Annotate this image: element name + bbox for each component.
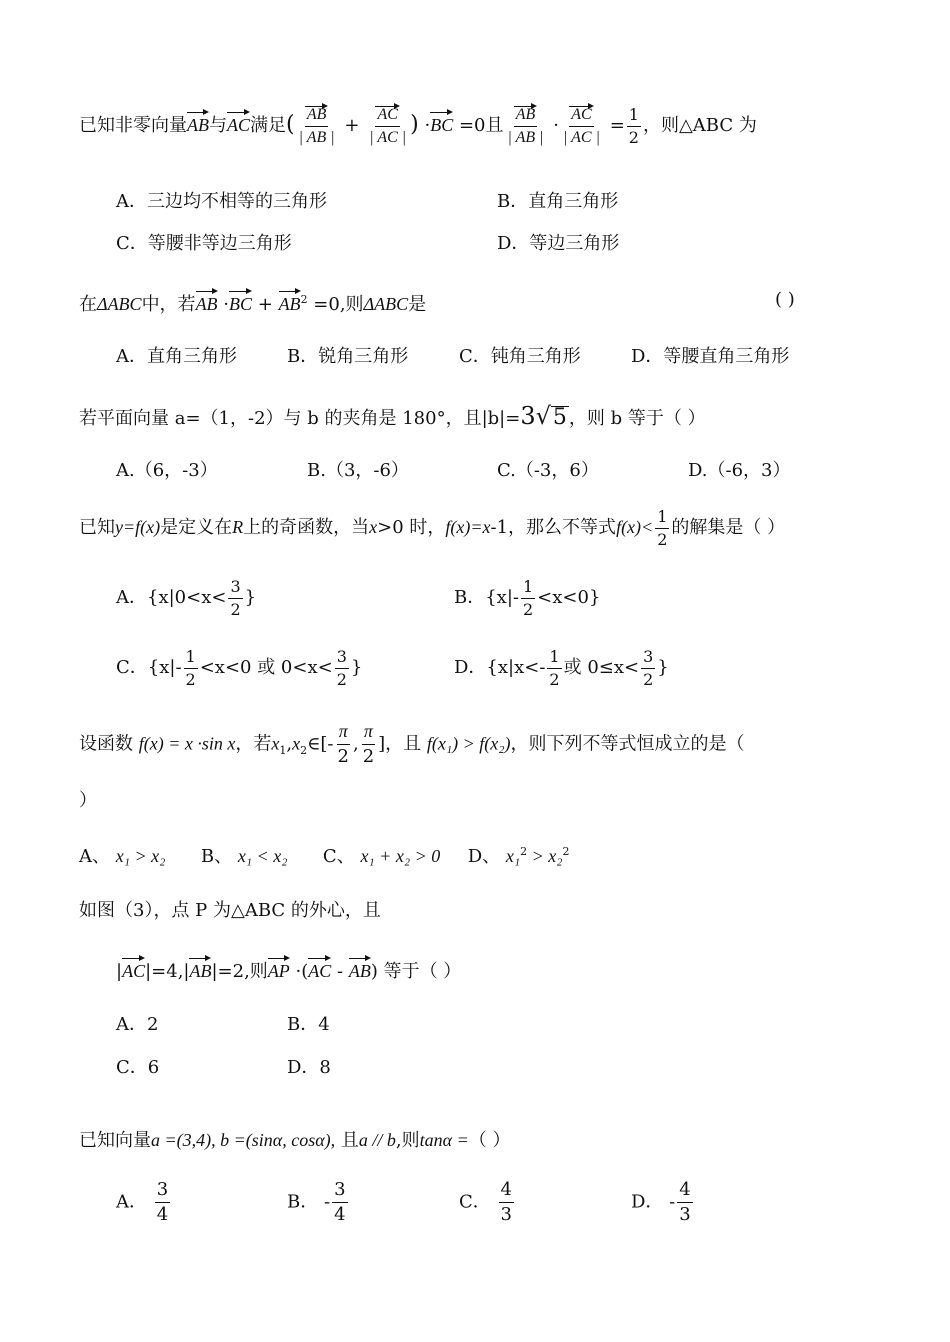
q5-option-d[interactable]: [468, 846, 570, 867]
q5-x1: x: [271, 733, 280, 754]
fraction: [184, 648, 198, 688]
fraction: [641, 648, 655, 688]
vector-ab: AB: [189, 958, 211, 980]
q4-t9: -1，那么不等式: [490, 517, 617, 539]
opt-text: }: [657, 657, 669, 679]
question-1-stem: 已知非零向量AB与AC满足( $\frac{AB}{| AB |}$ + $\frac{AC}{| AC |}$ ) ·BC =0且 $\frac{AB}{| AB |}$ · $\frac{AC}{| AC |}$ = $\frac{1}{2}$ ，则△ABC 为: [79, 105, 757, 147]
fraction-ac-unit-2: [561, 106, 602, 146]
q1-option-d[interactable]: D．等边三角形: [497, 233, 620, 254]
frac-den: 2: [628, 127, 639, 147]
q5-inequality: f(x₁) > f(x₂): [426, 733, 511, 754]
q1-option-c[interactable]: C．等腰非等边三角形: [116, 233, 292, 254]
q4-t7: >0 时，: [377, 517, 446, 539]
q4-func: y=f(x): [115, 517, 161, 538]
fraction-half: [627, 106, 641, 146]
question-6-stem: 如图（3），点 P 为△ABC 的外心，且: [79, 900, 381, 921]
fraction: [547, 648, 561, 688]
q5-options: [79, 846, 570, 866]
frac-num: 1: [184, 648, 198, 669]
q5-t5: ，则下列不等式恒成立的是（: [510, 733, 745, 755]
q2-option-b[interactable]: B．锐角三角形: [287, 346, 409, 367]
paren-close: ): [410, 112, 419, 138]
frac-den: | AB |: [298, 128, 335, 146]
opt-label: A．: [116, 1191, 147, 1213]
frac-den: 2: [230, 599, 241, 619]
opt-label: D、: [467, 846, 501, 867]
q5-option-a[interactable]: [79, 846, 165, 867]
frac-num: 3: [641, 648, 655, 669]
q1-option-a[interactable]: A．三边均不相等的三角形: [116, 191, 327, 212]
opt-text: 或 0≤x<: [563, 657, 640, 679]
frac-num: 4: [677, 1180, 692, 1203]
q5-t4: ]，且: [378, 733, 422, 755]
frac-den: 2: [185, 669, 196, 689]
fraction-ac-unit: [367, 106, 408, 146]
frac-num: 4: [499, 1180, 514, 1203]
fraction-pi-half: [336, 722, 351, 767]
question-7-stem: [79, 1131, 511, 1150]
opt-expr: x₁ > x₂: [115, 846, 166, 866]
q7-t4: （ ）: [468, 1130, 511, 1151]
opt-label: C、: [322, 846, 355, 867]
q7-option-a[interactable]: [116, 1180, 172, 1225]
triangle-abc: ΔABC: [363, 294, 409, 314]
frac-num: 3: [155, 1180, 170, 1203]
q4-t3: 是定义在: [160, 517, 233, 539]
q5-t2: ，若: [235, 733, 272, 755]
frac-den: 2: [549, 669, 560, 689]
frac-num: 3: [335, 648, 349, 669]
paren-open: (: [286, 112, 295, 138]
question-5-stem-cont: ）: [79, 790, 97, 811]
q3-option-b[interactable]: B.（3，-6）: [307, 460, 409, 481]
sqrt-coefficient: 3: [520, 402, 536, 430]
q6-minus: -: [331, 961, 349, 982]
q4-option-a[interactable]: [116, 578, 256, 618]
q1-suffix: ，则△ABC 为: [642, 115, 757, 137]
q3-option-d[interactable]: D.（-6，3）: [688, 460, 791, 481]
q7-option-d[interactable]: [631, 1180, 695, 1225]
opt-text: <x<0}: [537, 587, 601, 609]
frac-num: AC: [569, 106, 593, 127]
fraction: [521, 578, 535, 618]
q2-prefix: 在: [79, 294, 97, 315]
q1-eq-zero: =0且: [458, 115, 504, 137]
fraction-ab-unit-2: [506, 106, 546, 146]
opt-expr: x₁ < x₂: [237, 846, 288, 866]
q3-option-a[interactable]: A.（6，-3）: [116, 460, 218, 481]
question-3-stem: [79, 404, 706, 429]
fraction-ab-unit: [297, 106, 337, 146]
q5-function: f(x) = x ·sin x: [138, 733, 236, 754]
vector-ac: AC: [227, 112, 250, 134]
vector-bc: BC: [430, 112, 453, 134]
frac-den: 2: [657, 529, 668, 549]
q5-option-b[interactable]: [201, 846, 288, 867]
q7-tan: tanα =: [419, 1130, 469, 1150]
q2-option-a[interactable]: A．直角三角形: [116, 346, 237, 367]
frac-den: | AC |: [563, 128, 600, 146]
opt-label: B．: [287, 1191, 319, 1213]
q6-eq4: |=4,|: [145, 961, 190, 982]
fraction: [332, 1180, 347, 1225]
minus-sign: -: [669, 1191, 676, 1213]
q6-option-d[interactable]: D．8: [287, 1057, 331, 1078]
frac-num: π: [362, 722, 375, 745]
opt-expr: > x₂: [527, 846, 563, 866]
q4-t5: 上的奇函数，当: [243, 517, 370, 539]
exponent: 2: [300, 293, 308, 306]
frac-num: 1: [655, 508, 669, 529]
opt-text: D．{x|x<-: [454, 657, 546, 679]
question-2-stem: 在ΔABC中，若AB $\cdot BC + AB^2 =0$,则ΔABC是: [79, 293, 427, 315]
opt-text: }: [350, 657, 363, 679]
q1-and: 与: [209, 115, 227, 137]
fraction: [499, 1180, 514, 1225]
q5-option-c[interactable]: [323, 846, 440, 867]
q4-x: x: [369, 517, 378, 538]
fraction: [155, 1180, 170, 1225]
q2-is: 是: [408, 294, 427, 315]
frac-den: 2: [522, 599, 534, 619]
q4-fx: f(x)=x: [445, 517, 491, 538]
q2-answer-blank[interactable]: ( ): [775, 289, 795, 310]
q7-t3: ,则: [395, 1130, 420, 1151]
triangle-abc: ΔABC: [97, 294, 142, 314]
q3-text-end: ，则 b 等于（ ）: [568, 408, 706, 429]
q3-option-c[interactable]: C.（-3，6）: [497, 460, 599, 481]
q7-vectors: a =(3,4), b =(sinα, cosα),: [151, 1130, 336, 1150]
opt-text: C．{x|-: [116, 657, 182, 679]
frac-num: 1: [521, 578, 535, 599]
fraction: [677, 1180, 692, 1225]
frac-den: 2: [336, 669, 347, 689]
q2-mid: 中，若: [141, 294, 196, 315]
frac-den: | AC |: [369, 128, 407, 146]
q3-text: 若平面向量 a=（1，-2）与 b 的夹角是 180°，且|b|=: [79, 408, 521, 429]
opt-label: B、: [200, 846, 233, 867]
q4-t11: 的解集是（ ）: [671, 517, 786, 539]
frac-den: 2: [362, 745, 375, 767]
q6-end: ) 等于（ ）: [370, 961, 462, 982]
q4-t1: 已知: [79, 517, 115, 539]
q4-option-b[interactable]: [454, 578, 600, 618]
q6-eq2: |=2,则: [211, 961, 268, 982]
fraction: [335, 648, 349, 688]
q6-option-c[interactable]: C．6: [116, 1057, 160, 1078]
vector-ac: AC: [122, 958, 145, 980]
fraction-half: [655, 508, 669, 548]
q2-option-c[interactable]: C．钝角三角形: [459, 346, 581, 367]
opt-label: C．: [459, 1191, 491, 1213]
opt-expr: x₁: [505, 846, 521, 866]
q5-t3: ∈[-: [307, 733, 334, 755]
frac-den: | AB |: [507, 128, 544, 146]
q7-option-b[interactable]: [287, 1180, 350, 1225]
vector-ab: AB: [279, 291, 301, 313]
frac-num: π: [337, 722, 350, 745]
frac-num: 1: [627, 106, 641, 127]
q7-t1: 已知向量: [79, 1130, 151, 1151]
q6-option-a[interactable]: A．2: [116, 1014, 159, 1035]
frac-num: 3: [228, 578, 242, 599]
q7-t2: 且: [340, 1130, 359, 1151]
frac-den: 4: [334, 1203, 346, 1225]
question-5-stem: 设函数 f(x) = x ·sin x，若$x_1,x_2\in[-$ $\frac{\pi}{2}$ , $\frac{\pi}{2}$ ]，且 f(x₁) > f(x₂)，则下列不等式恒成立的是（: [79, 721, 745, 767]
q5-t1: 设函数: [79, 733, 133, 755]
exponent: 2: [520, 845, 528, 858]
opt-text: B．{x|-: [454, 587, 519, 609]
frac-num: AB: [514, 106, 538, 127]
frac-num: AB: [305, 106, 329, 127]
frac-num: 1: [547, 648, 561, 669]
q1-option-b[interactable]: B．直角三角形: [497, 191, 619, 212]
opt-expr: x₁ + x₂ > 0: [360, 846, 441, 866]
exponent: 2: [562, 845, 570, 858]
frac-num: AC: [375, 106, 399, 127]
question-4-stem: [79, 508, 785, 548]
vector-ab: AB: [349, 958, 371, 980]
q2-option-d[interactable]: D．等腰直角三角形: [631, 346, 790, 367]
opt-label: D．: [631, 1191, 664, 1213]
opt-text: A．{x|0<x<: [116, 587, 227, 609]
q4-option-c[interactable]: [116, 648, 362, 688]
minus-sign: -: [323, 1191, 331, 1213]
sqrt-symbol: √5: [535, 402, 567, 430]
fraction: [228, 578, 242, 618]
question-6-condition: |AC|=4,|AB|=2,则AP ·(AC - AB) 等于（ ）: [116, 958, 461, 981]
q6-dot: ·(: [295, 961, 309, 982]
vector-ac: AC: [308, 958, 331, 980]
q1-satisfy: 满足: [250, 115, 287, 137]
q7-parallel: a // b: [358, 1130, 396, 1150]
q4-r: R: [232, 517, 244, 538]
vector-ap: AP: [268, 958, 290, 980]
frac-den: 2: [643, 669, 654, 689]
radicand: 5: [552, 405, 567, 430]
opt-label: A、: [79, 846, 110, 867]
vector-bc: BC: [229, 291, 252, 313]
q6-option-b[interactable]: B．4: [287, 1014, 330, 1035]
q5-x2: x: [292, 733, 301, 754]
opt-text: }: [244, 587, 257, 609]
q4-fx-lt: f(x)<: [616, 517, 654, 538]
frac-den: 3: [500, 1203, 512, 1225]
frac-den: 2: [337, 745, 349, 767]
fraction-pi-half: [361, 722, 376, 767]
frac-num: 3: [332, 1180, 347, 1203]
opt-text: <x<0 或 0<x<: [199, 657, 333, 679]
vector-ab: AB: [196, 291, 218, 313]
frac-den: 3: [679, 1203, 691, 1225]
frac-den: 4: [156, 1203, 169, 1225]
q7-option-c[interactable]: [459, 1180, 516, 1225]
q2-tail: =0,则: [313, 294, 364, 315]
q4-option-d[interactable]: [454, 648, 669, 688]
q1-prefix: 已知非零向量: [79, 115, 187, 137]
vector-ab: AB: [187, 112, 209, 134]
